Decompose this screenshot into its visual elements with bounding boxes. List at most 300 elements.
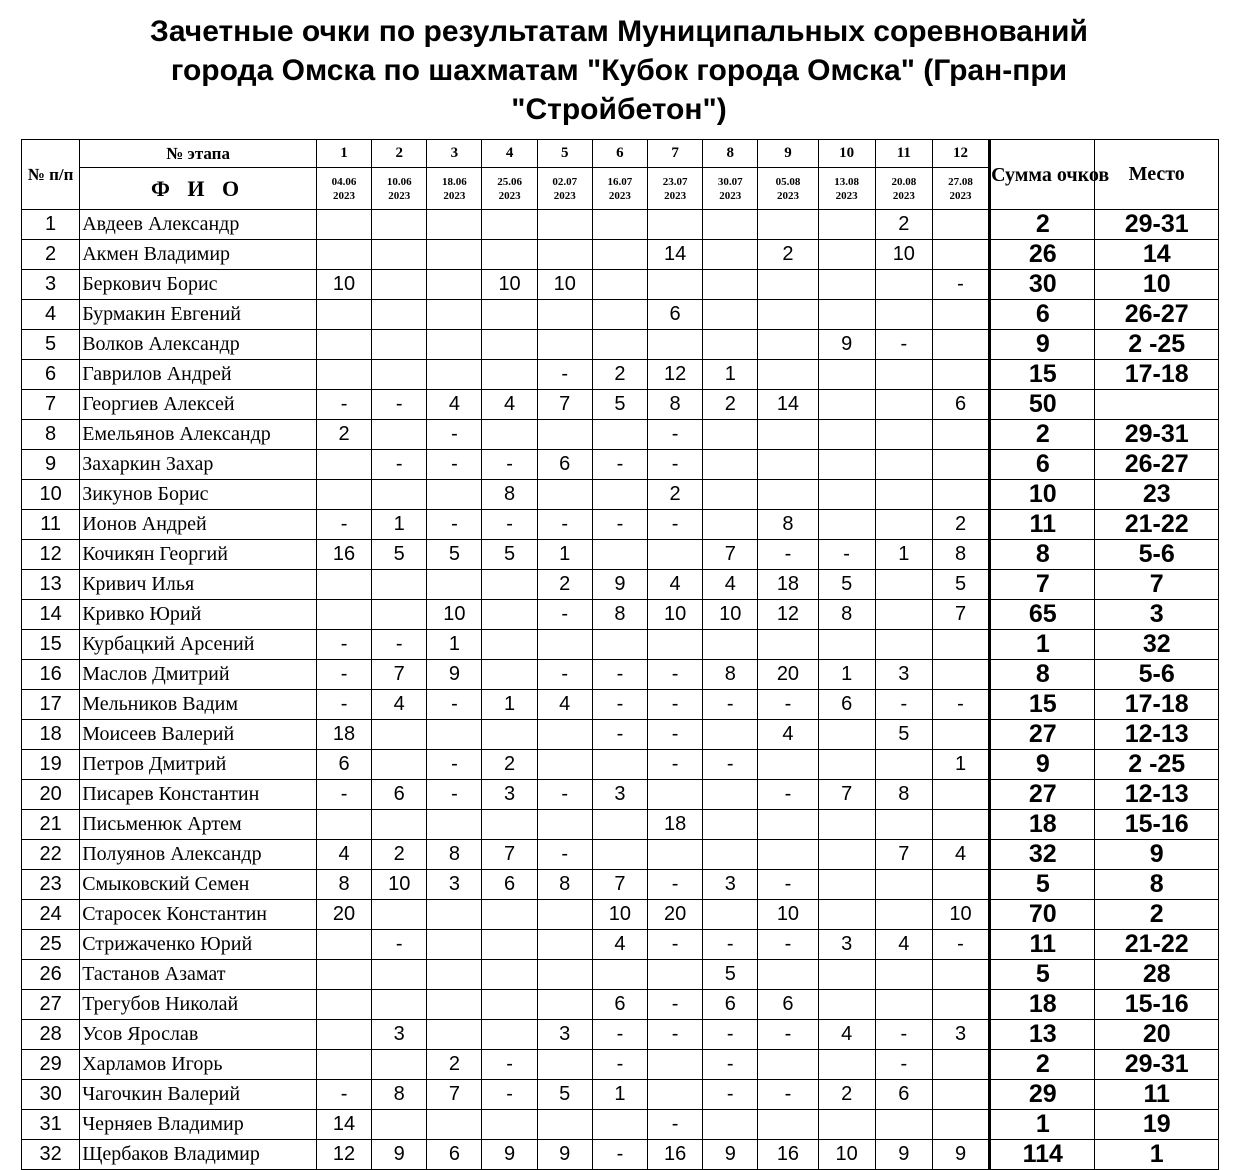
final-place: 5-6 (1095, 540, 1219, 570)
stage-score (758, 480, 818, 510)
stage-score (372, 1110, 427, 1140)
stage-score (316, 810, 371, 840)
stage-score: 4 (932, 840, 989, 870)
stage-score: - (592, 1020, 647, 1050)
stage-score (875, 960, 932, 990)
stage-score: 10 (482, 270, 537, 300)
row-number: 20 (22, 780, 80, 810)
header-stage-number: 6 (592, 140, 647, 168)
header-stage-date (648, 168, 703, 210)
stage-score: 9 (482, 1140, 537, 1170)
stage-score: - (648, 690, 703, 720)
header-stage-number: 9 (758, 140, 818, 168)
header-stage-date (875, 168, 932, 210)
table-row (22, 780, 1219, 810)
stage-score (758, 450, 818, 480)
stage-score: - (758, 1080, 818, 1110)
stage-score (703, 270, 758, 300)
stage-score (875, 480, 932, 510)
stage-score (372, 270, 427, 300)
stage-score (537, 480, 592, 510)
stage-score: 1 (703, 360, 758, 390)
stage-date-text: 30.07 2023 (717, 175, 743, 202)
header-stage-date (427, 168, 482, 210)
final-place: 21-22 (1095, 930, 1219, 960)
stage-score (818, 300, 875, 330)
header-stage-date (482, 168, 537, 210)
player-name: Петров Дмитрий (80, 750, 317, 780)
stage-score (818, 1110, 875, 1140)
stage-score (932, 720, 989, 750)
player-name: Щербаков Владимир (80, 1140, 317, 1170)
stage-score (932, 1110, 989, 1140)
row-number: 14 (22, 600, 80, 630)
player-name: Емельянов Александр (80, 420, 317, 450)
stage-score (537, 810, 592, 840)
row-number: 12 (22, 540, 80, 570)
stage-score: 8 (372, 1080, 427, 1110)
stage-score: - (482, 1080, 537, 1110)
title-line-1: Зачетные очки по результатам Муниципальных соревнований (150, 15, 1088, 48)
stage-score (372, 1050, 427, 1080)
stage-score (932, 240, 989, 270)
total-points: 18 (990, 810, 1095, 840)
stage-score (592, 960, 647, 990)
stage-score (427, 960, 482, 990)
stage-score: 10 (648, 600, 703, 630)
stage-score: 20 (758, 660, 818, 690)
stage-score (537, 1110, 592, 1140)
stage-score: 8 (592, 600, 647, 630)
row-number: 9 (22, 450, 80, 480)
stage-score (932, 960, 989, 990)
final-place: 2 (1095, 900, 1219, 930)
player-name: Старосек Константин (80, 900, 317, 930)
stage-score: 5 (427, 540, 482, 570)
stage-score (316, 330, 371, 360)
row-number: 25 (22, 930, 80, 960)
row-number: 6 (22, 360, 80, 390)
header-fio: Ф И О (80, 168, 317, 210)
stage-score (818, 390, 875, 420)
row-number: 4 (22, 300, 80, 330)
player-name: Волков Александр (80, 330, 317, 360)
stage-score (932, 420, 989, 450)
total-points: 32 (990, 840, 1095, 870)
stage-score (592, 840, 647, 870)
row-number: 11 (22, 510, 80, 540)
stage-score: 2 (818, 1080, 875, 1110)
stage-score (932, 660, 989, 690)
stage-score: 2 (875, 210, 932, 240)
stage-score (932, 330, 989, 360)
stage-score (537, 750, 592, 780)
stage-date-text: 27.08 2023 (948, 175, 973, 202)
stage-score (372, 810, 427, 840)
table-row (22, 630, 1219, 660)
row-number: 3 (22, 270, 80, 300)
player-name: Трегубов Николай (80, 990, 317, 1020)
stage-score: 4 (703, 570, 758, 600)
stage-score (372, 900, 427, 930)
stage-score (482, 630, 537, 660)
stage-score: - (592, 1050, 647, 1080)
final-place: 26-27 (1095, 300, 1219, 330)
stage-score (758, 360, 818, 390)
stage-score: 4 (372, 690, 427, 720)
stage-score: - (537, 780, 592, 810)
stage-score (758, 270, 818, 300)
stage-score (537, 960, 592, 990)
stage-score: 8 (648, 390, 703, 420)
stage-score: 14 (316, 1110, 371, 1140)
stage-score (932, 360, 989, 390)
table-row (22, 570, 1219, 600)
stage-score: - (648, 1020, 703, 1050)
stage-score: 2 (372, 840, 427, 870)
stage-score: - (703, 1020, 758, 1050)
stage-score: 10 (316, 270, 371, 300)
stage-score (758, 420, 818, 450)
stage-score: 5 (818, 570, 875, 600)
table-row (22, 240, 1219, 270)
stage-score: 10 (758, 900, 818, 930)
row-number: 31 (22, 1110, 80, 1140)
stage-score: - (316, 630, 371, 660)
stage-score: 4 (648, 570, 703, 600)
stage-score: 5 (537, 1080, 592, 1110)
total-points: 30 (990, 270, 1095, 300)
stage-score: 5 (482, 540, 537, 570)
stage-score (648, 780, 703, 810)
row-number: 17 (22, 690, 80, 720)
stage-score: 14 (758, 390, 818, 420)
stage-score: 10 (592, 900, 647, 930)
stage-score: 9 (427, 660, 482, 690)
stage-score (703, 330, 758, 360)
stage-score (372, 990, 427, 1020)
stage-score (537, 930, 592, 960)
stage-score: - (372, 630, 427, 660)
table-row (22, 390, 1219, 420)
player-name: Мельников Вадим (80, 690, 317, 720)
stage-score (875, 900, 932, 930)
total-points: 9 (990, 330, 1095, 360)
stage-score: 4 (875, 930, 932, 960)
stage-score (537, 210, 592, 240)
final-place: 2 -25 (1095, 750, 1219, 780)
header-stage-date (758, 168, 818, 210)
stage-score (818, 840, 875, 870)
header-stage-number: 4 (482, 140, 537, 168)
stage-score: 6 (703, 990, 758, 1020)
stage-score (703, 840, 758, 870)
stage-score (703, 480, 758, 510)
total-points: 15 (990, 360, 1095, 390)
stage-score: - (648, 660, 703, 690)
stage-score (482, 720, 537, 750)
final-place: 29-31 (1095, 210, 1219, 240)
stage-score (316, 300, 371, 330)
stage-score: 9 (875, 1140, 932, 1170)
player-name: Тастанов Азамат (80, 960, 317, 990)
stage-score (932, 480, 989, 510)
header-num: № п/п (22, 140, 80, 210)
table-row (22, 270, 1219, 300)
stage-score: 4 (758, 720, 818, 750)
stage-score (932, 1050, 989, 1080)
stage-score: - (648, 1110, 703, 1140)
stage-score (427, 1020, 482, 1050)
row-number: 30 (22, 1080, 80, 1110)
table-row (22, 1110, 1219, 1140)
player-name: Черняев Владимир (80, 1110, 317, 1140)
stage-score (932, 630, 989, 660)
stage-score (875, 390, 932, 420)
stage-score: 1 (427, 630, 482, 660)
stage-score (427, 930, 482, 960)
stage-score: 20 (316, 900, 371, 930)
player-name: Кривко Юрий (80, 600, 317, 630)
stage-score (537, 330, 592, 360)
stage-score: 20 (648, 900, 703, 930)
total-points: 1 (990, 1110, 1095, 1140)
final-place: 29-31 (1095, 420, 1219, 450)
stage-score: 5 (932, 570, 989, 600)
player-name: Кривич Илья (80, 570, 317, 600)
table-row (22, 1020, 1219, 1050)
stage-score (875, 990, 932, 1020)
stage-score (818, 450, 875, 480)
stage-score (932, 810, 989, 840)
title-line-2: города Омска по шахматам "Кубок города Омска" (Гран-при (170, 54, 1068, 87)
stage-score: - (316, 510, 371, 540)
table-row (22, 1050, 1219, 1080)
player-name: Смыковский Семен (80, 870, 317, 900)
stage-score: 18 (648, 810, 703, 840)
stage-score: - (372, 930, 427, 960)
stage-score (875, 450, 932, 480)
stage-score: 1 (592, 1080, 647, 1110)
final-place: 10 (1095, 270, 1219, 300)
stage-score: - (703, 1080, 758, 1110)
row-number: 27 (22, 990, 80, 1020)
stage-score: - (316, 780, 371, 810)
table-row (22, 1140, 1219, 1170)
table-row (22, 840, 1219, 870)
stage-score: 4 (316, 840, 371, 870)
stage-score: 10 (537, 270, 592, 300)
stage-score (482, 900, 537, 930)
total-points: 5 (990, 870, 1095, 900)
final-place: 8 (1095, 870, 1219, 900)
stage-score (703, 900, 758, 930)
player-name: Маслов Дмитрий (80, 660, 317, 690)
stage-score (592, 540, 647, 570)
final-place: 19 (1095, 1110, 1219, 1140)
table-header (22, 140, 1219, 210)
player-name: Бурмакин Евгений (80, 300, 317, 330)
stage-score (482, 960, 537, 990)
stage-score: 10 (703, 600, 758, 630)
stage-score (818, 630, 875, 660)
stage-score (875, 870, 932, 900)
stage-score: - (372, 390, 427, 420)
stage-score (316, 1050, 371, 1080)
stage-score: - (592, 660, 647, 690)
player-name: Кочикян Георгий (80, 540, 317, 570)
stage-score: 1 (372, 510, 427, 540)
stage-score: - (592, 450, 647, 480)
stage-score (482, 570, 537, 600)
stage-score (818, 510, 875, 540)
total-points: 65 (990, 600, 1095, 630)
stage-score: - (703, 1050, 758, 1080)
stage-score: 3 (875, 660, 932, 690)
table-row (22, 600, 1219, 630)
player-name: Стрижаченко Юрий (80, 930, 317, 960)
stage-score: 6 (875, 1080, 932, 1110)
stage-score: 9 (818, 330, 875, 360)
stage-score: - (932, 930, 989, 960)
stage-score (932, 450, 989, 480)
stage-score: - (932, 270, 989, 300)
header-stage-date (703, 168, 758, 210)
stage-score: 8 (316, 870, 371, 900)
stage-score (932, 780, 989, 810)
stage-score (875, 300, 932, 330)
stage-score: 1 (482, 690, 537, 720)
stage-score: 2 (703, 390, 758, 420)
stage-score (427, 990, 482, 1020)
stage-score (818, 1050, 875, 1080)
table-row (22, 960, 1219, 990)
stage-score: 2 (427, 1050, 482, 1080)
total-points: 5 (990, 960, 1095, 990)
table-row (22, 1080, 1219, 1110)
stage-score (818, 270, 875, 300)
stage-score: - (427, 420, 482, 450)
stage-score: 10 (372, 870, 427, 900)
stage-score (537, 720, 592, 750)
stage-score: - (427, 780, 482, 810)
header-stage-date (818, 168, 875, 210)
stage-score: - (758, 870, 818, 900)
player-name: Полуянов Александр (80, 840, 317, 870)
total-points: 27 (990, 720, 1095, 750)
total-points: 2 (990, 210, 1095, 240)
stage-score: 10 (932, 900, 989, 930)
stage-score: 6 (372, 780, 427, 810)
table-row (22, 900, 1219, 930)
stage-score: 9 (372, 1140, 427, 1170)
header-stage-date (537, 168, 592, 210)
stage-score: - (592, 510, 647, 540)
stage-score (372, 480, 427, 510)
stage-score (758, 840, 818, 870)
stage-score (592, 330, 647, 360)
stage-score: - (758, 690, 818, 720)
row-number: 8 (22, 420, 80, 450)
stage-score: 7 (875, 840, 932, 870)
stage-score (703, 420, 758, 450)
stage-score (875, 420, 932, 450)
stage-score (482, 930, 537, 960)
stage-score: 12 (758, 600, 818, 630)
stage-score (818, 420, 875, 450)
row-number: 29 (22, 1050, 80, 1080)
stage-score: 4 (427, 390, 482, 420)
stage-score: 2 (316, 420, 371, 450)
stage-score (592, 810, 647, 840)
stage-score (875, 810, 932, 840)
stage-score: - (648, 510, 703, 540)
stage-score (703, 240, 758, 270)
stage-score (372, 240, 427, 270)
stage-score (537, 300, 592, 330)
final-place: 29-31 (1095, 1050, 1219, 1080)
stage-score (758, 1110, 818, 1140)
stage-score (875, 1110, 932, 1140)
row-number: 32 (22, 1140, 80, 1170)
row-number: 18 (22, 720, 80, 750)
final-place: 20 (1095, 1020, 1219, 1050)
stage-score: - (427, 750, 482, 780)
stage-score: - (758, 540, 818, 570)
row-number: 2 (22, 240, 80, 270)
row-number: 23 (22, 870, 80, 900)
document-title (0, 12, 1238, 129)
stage-score (482, 810, 537, 840)
stage-score (758, 300, 818, 330)
stage-score: 7 (427, 1080, 482, 1110)
stage-score: 8 (875, 780, 932, 810)
stage-score (818, 720, 875, 750)
stage-score (316, 930, 371, 960)
final-place: 3 (1095, 600, 1219, 630)
stage-score: - (316, 690, 371, 720)
final-place: 11 (1095, 1080, 1219, 1110)
final-place: 15-16 (1095, 990, 1219, 1020)
stage-score: 6 (592, 990, 647, 1020)
row-number: 19 (22, 750, 80, 780)
table-row (22, 870, 1219, 900)
stage-score (482, 240, 537, 270)
stage-score (482, 1110, 537, 1140)
stage-date-text: 10.06 2023 (386, 175, 412, 202)
stage-score: 3 (537, 1020, 592, 1050)
table-row (22, 720, 1219, 750)
table-row (22, 210, 1219, 240)
stage-score: - (482, 1050, 537, 1080)
stage-score: 12 (648, 360, 703, 390)
row-number: 10 (22, 480, 80, 510)
stage-date-text: 20.08 2023 (891, 175, 917, 202)
header-stage-date (592, 168, 647, 210)
stage-score: - (758, 1020, 818, 1050)
stage-score: - (427, 450, 482, 480)
stage-score (316, 480, 371, 510)
stage-score: 3 (592, 780, 647, 810)
stage-score: - (703, 750, 758, 780)
stage-score (372, 720, 427, 750)
table-row (22, 480, 1219, 510)
row-number: 26 (22, 960, 80, 990)
stage-score (818, 990, 875, 1020)
stage-score: 2 (932, 510, 989, 540)
stage-date-text: 13.08 2023 (834, 175, 859, 202)
stage-score: - (537, 600, 592, 630)
